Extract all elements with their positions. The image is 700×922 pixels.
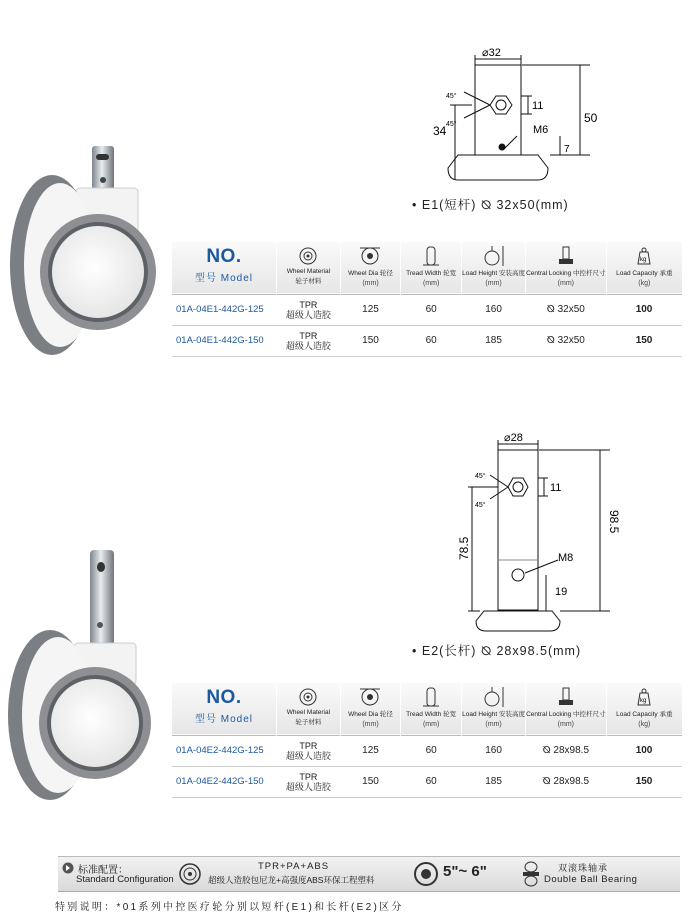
no-heading: NO. bbox=[206, 246, 242, 267]
material-cell bbox=[276, 766, 340, 797]
weight-icon bbox=[607, 245, 682, 267]
lock-unit: (mm) bbox=[557, 280, 574, 287]
spec-table-e2 bbox=[172, 683, 682, 798]
height-cell: 185 bbox=[462, 325, 526, 356]
e2-dimension-drawing bbox=[450, 425, 630, 640]
lock-value: 32x50 bbox=[557, 335, 585, 346]
model-cell: 01A-04E2-442G-125 bbox=[172, 735, 276, 766]
height-cell: 185 bbox=[462, 766, 526, 797]
model-heading: 型号 Model bbox=[194, 714, 253, 725]
dia-heading: Wheel Dia 轮径 bbox=[348, 270, 393, 277]
material-desc: 超级人造胶 bbox=[285, 309, 331, 320]
wheel-size-icon bbox=[413, 861, 439, 887]
spec-table-e1 bbox=[172, 242, 682, 357]
lock-cell: ⦰ 28x98.5 bbox=[526, 766, 606, 797]
tread-cell: 60 bbox=[401, 294, 462, 325]
e1-h34: 34 bbox=[433, 124, 447, 138]
svg-text:kg: kg bbox=[640, 257, 647, 263]
dia-unit: (mm) bbox=[362, 721, 379, 728]
lock-unit: (mm) bbox=[557, 721, 574, 728]
wheel-dia-icon bbox=[341, 245, 400, 267]
material-spec-top: TPR+PA+ABS bbox=[258, 861, 330, 872]
tread-heading: Tread Width 轮宽 bbox=[406, 711, 457, 718]
lock-value: 28x98.5 bbox=[553, 745, 590, 756]
e2-m8: M8 bbox=[558, 552, 574, 564]
material-code: TPR bbox=[299, 771, 318, 782]
wheel-size: 5"~ 6" bbox=[443, 863, 487, 880]
model-cell: 01A-04E1-442G-125 bbox=[172, 294, 276, 325]
material-heading: Wheel Material bbox=[286, 709, 331, 716]
cap-cell: 150 bbox=[606, 325, 682, 356]
arrow-circle-icon bbox=[62, 862, 74, 874]
height-cell: 160 bbox=[462, 294, 526, 325]
table-row bbox=[172, 325, 682, 356]
tread-cell: 60 bbox=[401, 325, 462, 356]
dia-cell: 125 bbox=[340, 735, 400, 766]
cap-unit: (kg) bbox=[638, 280, 651, 287]
material-code: TPR bbox=[299, 330, 318, 341]
cap-heading: Load Capacity 承重 bbox=[616, 711, 673, 718]
e1-hex-label: 11 bbox=[532, 100, 544, 112]
lock-icon bbox=[526, 686, 605, 708]
caster-e1-image bbox=[0, 140, 165, 365]
e1-angle-b: 45° bbox=[446, 121, 457, 128]
e1-caption-dim: 32x50(mm) bbox=[496, 198, 569, 212]
material-spec-bottom: 超级人造胶包尼龙+高强度ABS环保工程塑料 bbox=[208, 875, 375, 885]
material-code: TPR bbox=[299, 740, 318, 751]
e1-caption: • E1(短杆) ⦰ 32x50(mm) bbox=[412, 198, 569, 212]
cap-cell: 100 bbox=[606, 294, 682, 325]
dia-heading: Wheel Dia 轮径 bbox=[348, 711, 393, 718]
tread-icon bbox=[401, 245, 461, 267]
wheel-icon bbox=[277, 686, 340, 708]
e1-h50: 50 bbox=[584, 111, 598, 125]
e1-h7: 7 bbox=[564, 144, 570, 155]
material-cell bbox=[276, 735, 340, 766]
cap-heading: Load Capacity 承重 bbox=[616, 270, 673, 277]
height-heading: Load Height 安装高度 bbox=[462, 270, 526, 277]
model-cell: 01A-04E2-442G-150 bbox=[172, 766, 276, 797]
tread-unit: (mm) bbox=[422, 721, 440, 728]
bearing-en: Double Ball Bearing bbox=[544, 874, 638, 885]
e2-caption-dim: 28x98.5(mm) bbox=[496, 644, 582, 658]
model-cell: 01A-04E1-442G-150 bbox=[172, 325, 276, 356]
e2-caption-name: E2(长杆) bbox=[421, 644, 477, 658]
tread-cell: 60 bbox=[401, 766, 462, 797]
material-heading-cn: 轮子材料 bbox=[295, 278, 322, 285]
wheel-icon bbox=[277, 245, 340, 267]
lock-cell: ⦰ 32x50 bbox=[526, 325, 606, 356]
tread-icon bbox=[401, 686, 461, 708]
material-heading-cn: 轮子材料 bbox=[295, 719, 322, 726]
standard-config-en: Standard Configuration bbox=[76, 874, 174, 885]
material-desc: 超级人造胶 bbox=[285, 781, 331, 792]
lock-cell: ⦰ 28x98.5 bbox=[526, 735, 606, 766]
e2-angle-a: 45° bbox=[475, 473, 486, 480]
wheel-material-icon bbox=[178, 862, 202, 886]
special-note: 特别说明：*01系列中控医疗轮分别以短杆(E1)和长杆(E2)区分 bbox=[55, 902, 404, 913]
height-unit: (mm) bbox=[485, 280, 502, 287]
no-heading: NO. bbox=[206, 687, 242, 708]
lock-value: 32x50 bbox=[557, 304, 585, 315]
cap-cell: 150 bbox=[606, 766, 682, 797]
dia-cell: 150 bbox=[340, 766, 400, 797]
e2-dia-label: ⌀28 bbox=[504, 432, 523, 444]
wheel-dia-icon bbox=[341, 686, 400, 708]
weight-icon bbox=[607, 686, 682, 708]
e1-angle-a: 45° bbox=[446, 93, 457, 100]
material-cell bbox=[276, 294, 340, 325]
e2-h78: 78.5 bbox=[457, 536, 471, 560]
lock-value: 28x98.5 bbox=[553, 776, 590, 787]
lock-cell: ⦰ 32x50 bbox=[526, 294, 606, 325]
table-row bbox=[172, 766, 682, 797]
e1-dia-label: ⌀32 bbox=[482, 47, 501, 59]
caster-e2-image bbox=[0, 545, 165, 805]
standard-config-bar bbox=[58, 856, 680, 892]
material-heading: Wheel Material bbox=[286, 268, 331, 275]
cap-unit: (kg) bbox=[638, 721, 651, 728]
model-heading: 型号 Model bbox=[194, 273, 253, 284]
svg-text:kg: kg bbox=[640, 698, 647, 704]
e2-caption: • E2(长杆) ⦰ 28x98.5(mm) bbox=[412, 644, 582, 658]
bearing-cn: 双滚珠轴承 bbox=[558, 863, 609, 873]
tread-cell: 60 bbox=[401, 735, 462, 766]
material-desc: 超级人造胶 bbox=[285, 750, 331, 761]
lock-heading: Central Locking 中控杆尺寸 bbox=[526, 270, 606, 277]
table-row bbox=[172, 294, 682, 325]
dia-cell: 125 bbox=[340, 294, 400, 325]
e2-h98: 98.5 bbox=[607, 510, 621, 534]
e2-angle-b: 45° bbox=[475, 502, 486, 509]
table-row bbox=[172, 735, 682, 766]
tread-unit: (mm) bbox=[422, 280, 440, 287]
height-unit: (mm) bbox=[485, 721, 502, 728]
material-cell bbox=[276, 325, 340, 356]
height-icon bbox=[462, 245, 525, 267]
dia-unit: (mm) bbox=[362, 280, 379, 287]
e1-caption-name: E1(短杆) bbox=[421, 198, 477, 212]
bearing-icon bbox=[520, 860, 542, 888]
lock-icon bbox=[526, 245, 605, 267]
height-cell: 160 bbox=[462, 735, 526, 766]
tread-heading: Tread Width 轮宽 bbox=[406, 270, 457, 277]
dia-cell: 150 bbox=[340, 325, 400, 356]
e2-hex-label: 11 bbox=[550, 482, 562, 494]
height-heading: Load Height 安装高度 bbox=[462, 711, 526, 718]
e2-h19: 19 bbox=[555, 586, 568, 598]
lock-heading: Central Locking 中控杆尺寸 bbox=[526, 711, 606, 718]
material-code: TPR bbox=[299, 299, 318, 310]
cap-cell: 100 bbox=[606, 735, 682, 766]
e1-m6: M6 bbox=[533, 124, 549, 136]
height-icon bbox=[462, 686, 525, 708]
material-desc: 超级人造胶 bbox=[285, 340, 331, 351]
standard-config-cn: 标准配置： bbox=[78, 865, 128, 876]
e1-dimension-drawing bbox=[420, 40, 620, 190]
